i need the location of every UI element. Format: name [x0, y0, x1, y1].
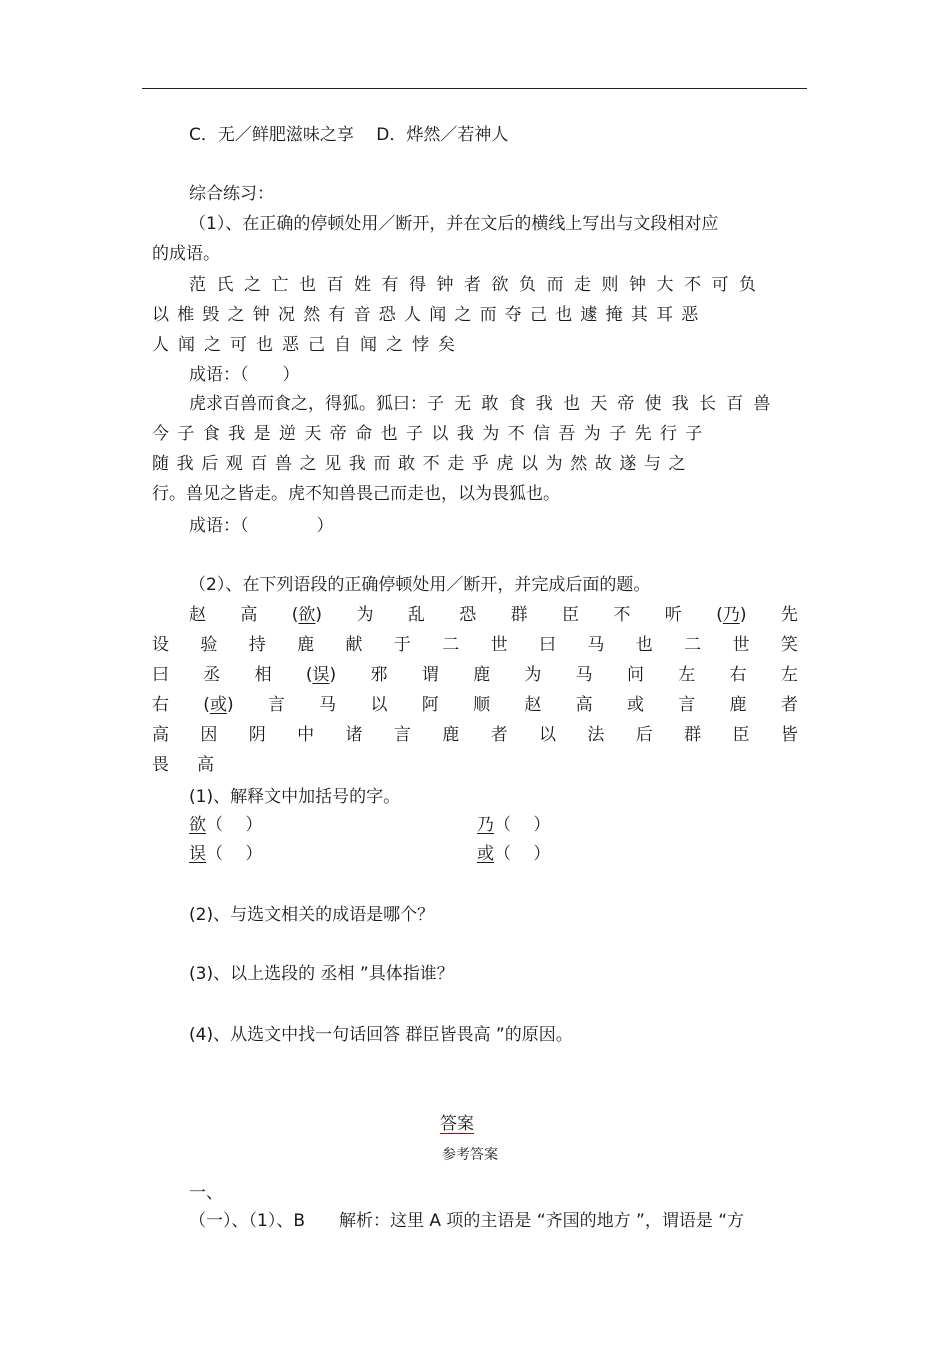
q2-passage-row	[152, 694, 798, 716]
passage-char	[306, 664, 336, 686]
q1-passage1-row: 以椎毁之钟况然有音恐人闻之而夺己也遽掩其耳恶	[152, 305, 707, 325]
q1-intro: （1）、在正确的停顿处用／断开，并在文后的横线上写出与文段相对应	[189, 214, 719, 234]
paren-close: )	[329, 665, 337, 685]
passage-char: 验	[200, 635, 218, 655]
passage-char: 世	[732, 635, 750, 655]
passage-char: 臣	[732, 725, 750, 745]
passage-char: 鹿	[442, 725, 460, 745]
paren-close: )	[315, 605, 323, 625]
passage-char: 言	[393, 725, 411, 745]
passage-char: 右	[152, 695, 169, 715]
marked-char: 或	[209, 695, 227, 715]
passage-char: 听	[664, 605, 682, 625]
answer-subtitle: 参考答案	[442, 1147, 498, 1163]
paren-close: )	[226, 695, 234, 715]
passage-char: 皆	[780, 725, 798, 745]
passage-char: 二	[442, 635, 460, 655]
practice-title: 综合练习：	[189, 184, 274, 204]
gloss-paren: （ ）	[494, 844, 551, 864]
passage-char: 法	[587, 725, 605, 745]
gloss-yu	[189, 814, 262, 836]
passage-char: 鹿	[729, 695, 747, 715]
passage-char: 左	[678, 665, 696, 685]
header-rule	[142, 88, 807, 89]
passage-char: 高	[152, 725, 169, 745]
passage-char: 不	[613, 605, 631, 625]
passage-char: 马	[319, 695, 337, 715]
passage-char: 马	[575, 665, 593, 685]
passage-char: 者	[780, 695, 798, 715]
passage-char: 曰	[539, 635, 556, 655]
answer-title	[440, 1113, 474, 1135]
passage-char: 二	[684, 635, 702, 655]
passage-char: 鹿	[473, 665, 491, 685]
q2-sub3: (3)、以上选段的 丞相 ”具体指谁？	[189, 964, 454, 984]
gloss-word: 或	[477, 844, 494, 864]
gloss-paren: （ ）	[494, 815, 551, 835]
q2-passage-row	[152, 754, 214, 776]
q2-sub2: (2)、与选文相关的成语是哪个？	[189, 905, 435, 925]
gloss-nai	[477, 814, 550, 836]
q2-passage-row	[189, 604, 798, 626]
q1-passage1-row: 范氏之亡也百姓有得钟者欲负而走则钟大不可负	[189, 275, 767, 295]
q2-passage-row	[152, 634, 798, 656]
paren-close: )	[739, 605, 747, 625]
q2-sub1: (1)、解释文中加括号的字。	[189, 787, 401, 807]
passage-char: 持	[248, 635, 266, 655]
passage-char: 问	[626, 665, 644, 685]
passage-char: 阿	[421, 695, 439, 715]
passage-char: 因	[200, 725, 218, 745]
passage-char: 中	[297, 725, 315, 745]
passage-char: 赵	[189, 605, 206, 625]
passage-char: 马	[587, 635, 605, 655]
q1-idiom2: 成语：（ ）	[189, 516, 334, 536]
passage-char: 后	[635, 725, 653, 745]
passage-char: 鹿	[297, 635, 315, 655]
passage-char: 高	[575, 695, 593, 715]
passage-char: 相	[254, 665, 272, 685]
q2-sub4: (4)、从选文中找一句话回答 群臣皆畏高 ”的原因。	[189, 1025, 573, 1045]
answer-first-line: （一）、（1）、B 解析：这里 A 项的主语是 “齐国的地方 ”，谓语是 “方	[189, 1211, 745, 1231]
q1-intro-cont: 的成语。	[152, 244, 220, 264]
passage-char: 高	[197, 755, 214, 775]
passage2-head: 虎求百兽而食之，得狐。狐曰：	[189, 394, 427, 414]
q1-passage2-row: 随我后观百兽之见我而敢不走乎虎以为然故遂与之	[152, 454, 694, 474]
passage-char: 曰	[152, 665, 169, 685]
passage-char: 设	[152, 635, 169, 655]
answer-title-text: 答案	[440, 1114, 474, 1134]
passage-char: 群	[684, 725, 702, 745]
gloss-wu	[189, 843, 262, 865]
paren-open: (	[716, 605, 723, 625]
passage-char: 群	[510, 605, 528, 625]
passage-char: 乱	[407, 605, 425, 625]
option-line: C．无／鲜肥滋味之享 D．烨然／若神人	[189, 125, 509, 145]
q1-passage2-row: 行。兽见之皆走。虎不知兽畏己而走也，以为畏狐也。	[152, 484, 560, 504]
q2-intro: （2）、在下列语段的正确停顿处用／断开，并完成后面的题。	[189, 575, 651, 595]
passage-char: 阴	[248, 725, 266, 745]
marked-char: 欲	[298, 605, 316, 625]
q2-passage-row	[152, 664, 798, 686]
passage-char: 或	[626, 695, 644, 715]
marked-char: 误	[312, 665, 330, 685]
passage-char: 言	[678, 695, 696, 715]
passage-char: 顺	[473, 695, 491, 715]
passage-char: 以	[370, 695, 388, 715]
passage-char: 恐	[459, 605, 477, 625]
passage-char: 畏	[152, 755, 169, 775]
passage-char: 赵	[524, 695, 542, 715]
paren-open: (	[291, 605, 299, 625]
passage-char: 于	[393, 635, 411, 655]
passage-char: 以	[539, 725, 556, 745]
marked-char: 乃	[722, 605, 740, 625]
q2-passage-row	[152, 724, 798, 746]
gloss-paren: （ ）	[206, 844, 263, 864]
gloss-word: 欲	[189, 815, 206, 835]
passage-char: 臣	[562, 605, 580, 625]
paren-open: (	[305, 665, 313, 685]
passage-char: 言	[267, 695, 285, 715]
q1-idiom1: 成语：（ ）	[189, 365, 300, 385]
passage-char: 右	[729, 665, 747, 685]
q1-passage2-row	[189, 393, 781, 415]
passage-char: 丞	[203, 665, 221, 685]
answer-section: 一、	[189, 1183, 223, 1203]
passage-char: 世	[490, 635, 508, 655]
passage-char: 笑	[780, 635, 798, 655]
passage-char: 者	[490, 725, 508, 745]
passage-char: 也	[635, 635, 653, 655]
passage-char: 诸	[345, 725, 363, 745]
passage-char: 为	[524, 665, 542, 685]
passage-char: 左	[780, 665, 798, 685]
gloss-huo	[477, 843, 550, 865]
passage-char	[292, 604, 322, 626]
passage-char	[203, 694, 233, 716]
passage-char: 高	[240, 605, 258, 625]
paren-open: (	[203, 695, 210, 715]
passage-char: 献	[345, 635, 363, 655]
passage-char: 邪	[370, 665, 388, 685]
q1-passage2-row: 今子食我是逆天帝命也子以我为不信吾为子先行子	[152, 424, 711, 444]
gloss-word: 误	[189, 844, 206, 864]
gloss-word: 乃	[477, 815, 494, 835]
gloss-paren: （ ）	[206, 815, 263, 835]
q1-passage1-row: 人闻之可也恶己自闻之悖矣	[152, 335, 464, 355]
passage-char: 谓	[421, 665, 439, 685]
passage-char	[716, 604, 746, 626]
passage2-tail: 子无敢食我也天帝使我长百兽	[427, 394, 781, 414]
passage-char: 为	[356, 605, 374, 625]
passage-char: 先	[780, 605, 798, 625]
